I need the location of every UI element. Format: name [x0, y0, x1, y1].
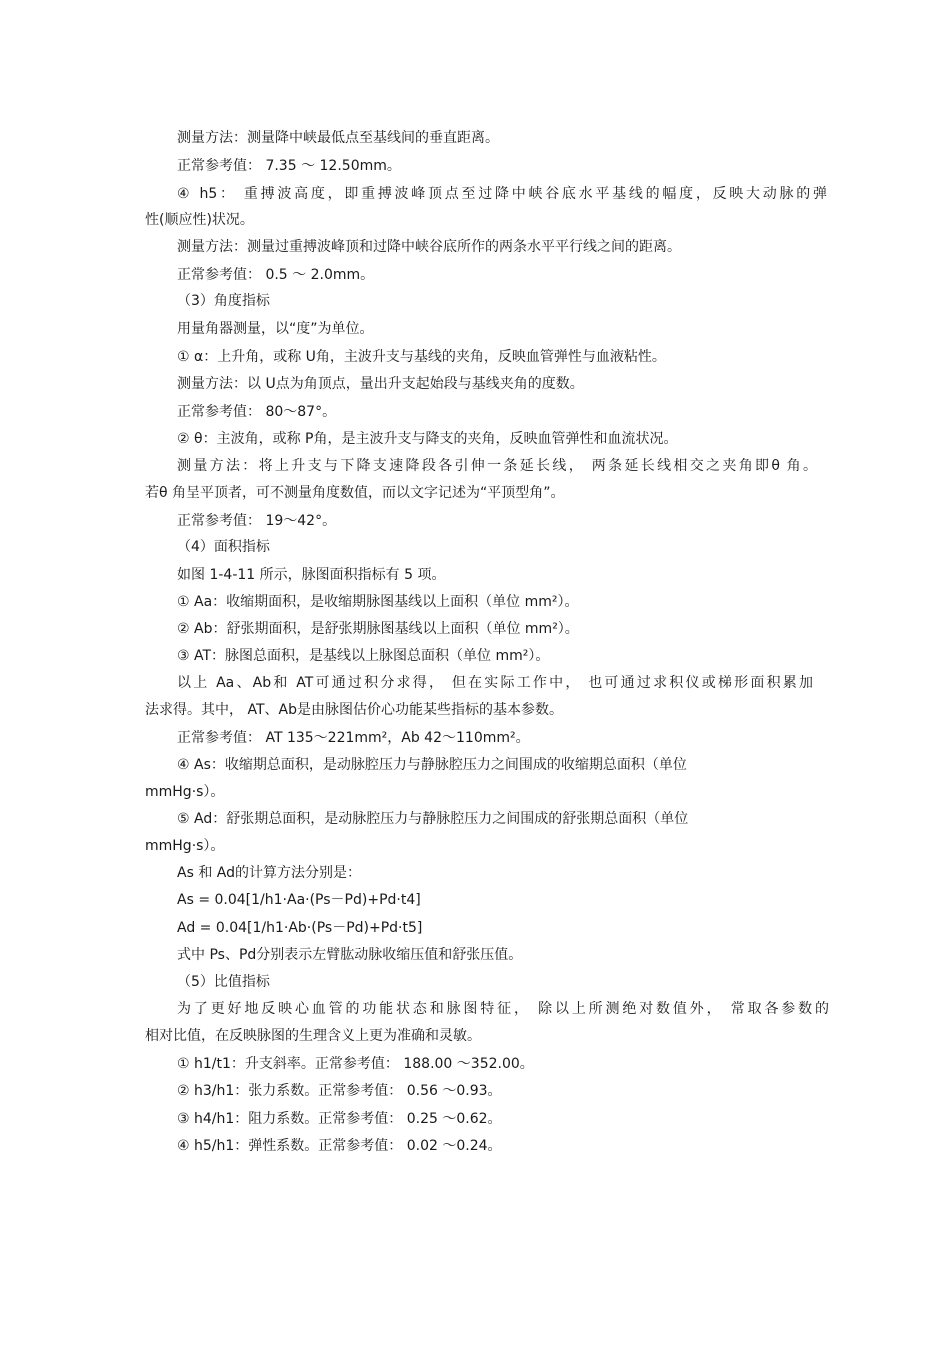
text-line-content: 测量方法：将上升支与下降支速降段各引伸一条延长线， 两条延长线相交之夹角即θ 角。: [177, 458, 817, 474]
text-line-content: ④ h5/h1：弹性系数。正常参考值： 0.02 ～0.24。: [177, 1138, 502, 1154]
text-line: [0, 185, 950, 203]
text-line: [0, 403, 950, 421]
text-line: [0, 430, 950, 448]
text-line-content: （3）角度指标: [177, 293, 270, 309]
text-line: [0, 973, 950, 991]
text-line-content: 测量方法：测量降中峡最低点至基线间的垂直距离。: [177, 130, 499, 146]
text-line: [0, 211, 950, 229]
text-line-content: 如图 1-4-11 所示，脉图面积指标有 5 项。: [177, 567, 446, 583]
text-line-content: 式中 Ps、Pd分别表示左臂肱动脉收缩压值和舒张压值。: [177, 947, 523, 963]
text-line: [0, 593, 950, 611]
text-line-content: ③ h4/h1：阻力系数。正常参考值： 0.25 ～0.62。: [177, 1111, 502, 1127]
text-line-content: 以上 Aa、Ab和 AT可通过积分求得， 但在实际工作中， 也可通过求积仪或梯形面积累加: [177, 675, 813, 691]
text-line-content: 测量方法：测量过重搏波峰顶和过降中峡谷底所作的两条水平平行线之间的距离。: [177, 239, 681, 255]
text-line-content: As = 0.04[1/h1·Aa·(Ps－Pd)+Pd·t4]: [177, 892, 421, 908]
text-line-content: 正常参考值： AT 135～221mm²，Ab 42～110mm²。: [177, 730, 530, 746]
text-line: [0, 674, 950, 692]
text-line: [0, 919, 950, 937]
text-line-content: ③ AT：脉图总面积，是基线以上脉图总面积（单位 mm²）。: [177, 648, 550, 664]
text-line-content: 测量方法：以 U点为角顶点，量出升支起始段与基线夹角的度数。: [177, 376, 584, 392]
text-line: [0, 1055, 950, 1073]
text-line-content: 相对比值，在反映脉图的生理含义上更为准确和灵敏。: [145, 1028, 481, 1044]
text-line: [0, 457, 950, 475]
text-line: [0, 266, 950, 284]
text-line-content: ② h3/h1：张力系数。正常参考值： 0.56 ～0.93。: [177, 1083, 502, 1099]
text-line: [0, 320, 950, 338]
text-line-content: 正常参考值： 19～42°。: [177, 513, 337, 529]
text-line-content: 正常参考值： 7.35 ～ 12.50mm。: [177, 158, 401, 174]
text-line-content: （4）面积指标: [177, 539, 270, 555]
text-line-content: mmHg·s）。: [145, 838, 225, 854]
text-line-content: 法求得。其中， AT、Ab是由脉图估价心功能某些指标的基本参数。: [145, 702, 563, 718]
text-line: [0, 1137, 950, 1155]
text-line-content: ① α：上升角，或称 U角，主波升支与基线的夹角，反映血管弹性与血液粘性。: [177, 349, 666, 365]
text-line-content: 正常参考值： 80～87°。: [177, 404, 337, 420]
text-line: [0, 1000, 950, 1018]
text-line-content: 用量角器测量，以“度”为单位。: [177, 321, 374, 337]
text-line-content: As 和 Ad的计算方法分别是：: [177, 865, 361, 881]
text-line: [0, 701, 950, 719]
text-line: [0, 756, 950, 774]
text-line-content: ④ h5： 重搏波高度，即重搏波峰顶点至过降中峡谷底水平基线的幅度，反映大动脉的弹: [177, 186, 827, 202]
text-line-content: 正常参考值： 0.5 ～ 2.0mm。: [177, 267, 375, 283]
text-line: [0, 157, 950, 175]
text-line-content: ① h1/t1：升支斜率。正常参考值： 188.00 ～352.00。: [177, 1056, 534, 1072]
text-line: [0, 129, 950, 147]
text-line: [0, 292, 950, 310]
text-line-content: ② Ab：舒张期面积，是舒张期脉图基线以上面积（单位 mm²）。: [177, 621, 579, 637]
text-line: [0, 484, 950, 502]
text-line: [0, 783, 950, 801]
text-line-content: ⑤ Ad：舒张期总面积，是动脉腔压力与静脉腔压力之间围成的舒张期总面积（单位: [177, 811, 689, 827]
text-line: [0, 375, 950, 393]
text-line: [0, 512, 950, 530]
text-line: [0, 620, 950, 638]
text-line-content: Ad = 0.04[1/h1·Ab·(Ps－Pd)+Pd·t5]: [177, 920, 423, 936]
text-line-content: 为了更好地反映心血管的功能状态和脉图特征， 除以上所测绝对数值外， 常取各参数的: [177, 1001, 829, 1017]
text-line-content: ④ As：收缩期总面积，是动脉腔压力与静脉腔压力之间围成的收缩期总面积（单位: [177, 757, 687, 773]
text-line: [0, 729, 950, 747]
text-line-content: ① Aa：收缩期面积，是收缩期脉图基线以上面积（单位 mm²）。: [177, 594, 579, 610]
text-line: [0, 1082, 950, 1100]
text-line-content: mmHg·s）。: [145, 784, 225, 800]
text-line: [0, 1110, 950, 1128]
text-line: [0, 1027, 950, 1045]
text-line-content: （5）比值指标: [177, 974, 270, 990]
text-line: [0, 946, 950, 964]
text-line: [0, 647, 950, 665]
text-line: [0, 837, 950, 855]
text-line: [0, 538, 950, 556]
text-line: [0, 566, 950, 584]
text-line-content: ② θ：主波角，或称 P角，是主波升支与降支的夹角，反映血管弹性和血流状况。: [177, 431, 678, 447]
text-line: [0, 891, 950, 909]
text-line-content: 若θ 角呈平顶者，可不测量角度数值，而以文字记述为“平顶型角”。: [145, 485, 565, 501]
text-line: [0, 238, 950, 256]
text-line: [0, 810, 950, 828]
text-line-content: 性(顺应性)状况。: [145, 212, 254, 228]
text-line: [0, 864, 950, 882]
text-line: [0, 348, 950, 366]
